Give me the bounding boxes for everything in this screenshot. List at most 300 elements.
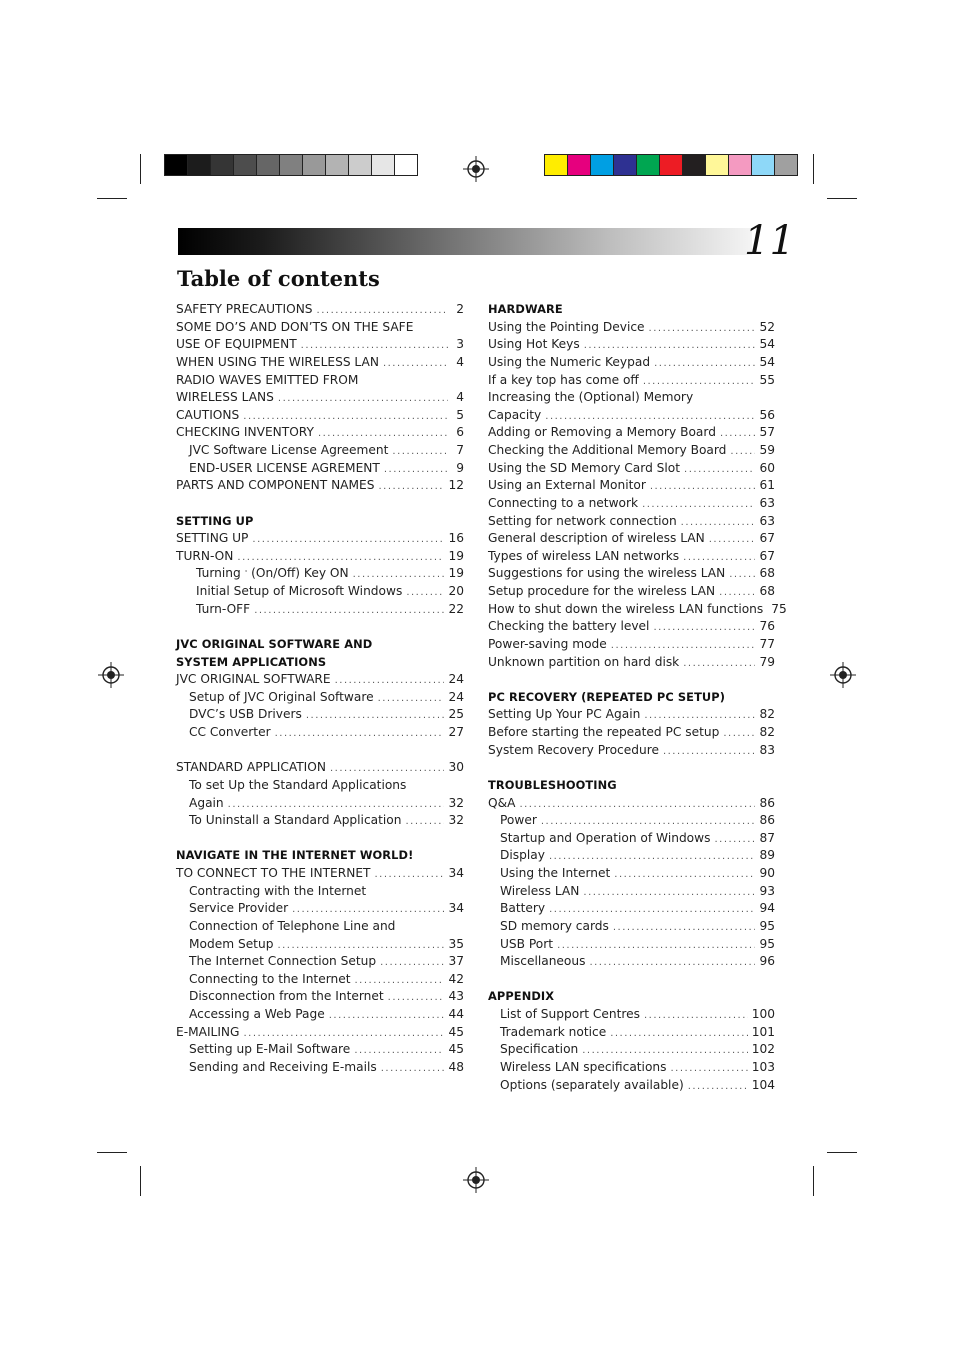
toc-entry: [488, 724, 775, 742]
toc-entry: [176, 407, 464, 425]
toc-spacer: [176, 618, 464, 636]
toc-page-number: 67: [759, 548, 775, 563]
toc-entry: [176, 988, 464, 1006]
dot-leader: [644, 1007, 748, 1025]
dot-leader: [709, 531, 756, 549]
toc-page-number: 27: [448, 725, 464, 739]
toc-entry-title: Setting up E-Mail Software: [189, 1042, 351, 1057]
dot-leader: [335, 672, 445, 690]
dot-leader: [643, 373, 756, 391]
power-icon: [245, 565, 247, 577]
process-color-bar: [544, 154, 797, 176]
toc-entry: [488, 936, 775, 954]
header-gradient-bar: [178, 228, 752, 255]
toc-entry: [488, 407, 775, 425]
toc-page-number: 54: [759, 354, 775, 369]
toc-entry-title: Options (separately available): [500, 1077, 684, 1092]
toc-page-number: 16: [448, 531, 464, 546]
dot-leader: [383, 355, 448, 373]
toc-entry-title: Wireless LAN: [500, 883, 580, 898]
toc-entry-title: Capacity: [488, 407, 542, 422]
toc-page-number: 57: [759, 425, 775, 440]
toc-entry-title: SYSTEM APPLICATIONS: [176, 654, 327, 669]
dot-leader: [244, 1025, 445, 1043]
toc-entry: [488, 1077, 775, 1095]
toc-entry-title: Unknown partition on hard disk: [488, 654, 680, 669]
toc-entry-title: Setting for network connection: [488, 513, 677, 528]
toc-entry: [176, 777, 464, 795]
toc-entry: [488, 460, 775, 478]
toc-page-number: 68: [759, 566, 775, 581]
toc-entry-title: Using the Pointing Device: [488, 319, 645, 334]
toc-entry: [488, 548, 775, 566]
dot-leader: [613, 919, 756, 937]
color-swatch: [682, 154, 706, 176]
toc-entry: [488, 636, 775, 654]
color-swatch: [544, 154, 568, 176]
toc-section-heading: [488, 988, 775, 1006]
toc-entry: [488, 618, 775, 636]
toc-entry-title-continued: (On/Off) Key ON: [251, 566, 349, 581]
dot-leader: [330, 760, 444, 778]
toc-page-number: 37: [448, 954, 464, 969]
toc-entry: [176, 1041, 464, 1059]
toc-entry: [488, 900, 775, 918]
toc-entry-title: DVC’s USB Drivers: [189, 707, 302, 722]
toc-entry: [488, 583, 775, 601]
toc-entry: [488, 1006, 775, 1024]
dot-leader: [610, 1025, 748, 1043]
dot-leader: [719, 584, 755, 602]
crop-mark: [140, 1166, 141, 1196]
toc-entry: [176, 900, 464, 918]
toc-entry: [176, 953, 464, 971]
toc-entry: [176, 971, 464, 989]
toc-entry: [176, 1024, 464, 1042]
toc-page-number: 101: [751, 1024, 775, 1039]
toc-entry: [176, 460, 464, 478]
toc-page-number: 94: [759, 901, 775, 916]
toc-entry: [488, 865, 775, 883]
toc-entry-title: Q&A: [488, 795, 516, 810]
toc-entry-title: SETTING UP: [176, 513, 254, 528]
toc-spacer: [176, 742, 464, 760]
dot-leader: [545, 408, 755, 426]
toc-entry: [176, 319, 464, 337]
toc-entry-title: Trademark notice: [500, 1024, 607, 1039]
toc-page-number: 75: [771, 601, 787, 616]
toc-entry-title: Using the SD Memory Card Slot: [488, 460, 681, 475]
toc-page-number: 12: [448, 478, 464, 493]
color-swatch: [325, 154, 349, 176]
dot-leader: [654, 355, 755, 373]
toc-entry-title: Setup procedure for the wireless LAN: [488, 584, 716, 598]
toc-page-number: 82: [759, 725, 775, 739]
toc-page-number: 100: [751, 1007, 775, 1021]
toc-entry: [176, 936, 464, 954]
toc-entry: [176, 354, 464, 372]
toc-page-number: 55: [759, 372, 775, 387]
toc-page-number: 77: [759, 636, 775, 651]
dot-leader: [243, 408, 448, 426]
toc-entry-title: Accessing a Web Page: [189, 1007, 325, 1021]
toc-entry: [488, 847, 775, 865]
registration-mark-icon: [463, 1167, 489, 1193]
toc-page-number: 4: [456, 354, 464, 369]
toc-entry: [488, 812, 775, 830]
color-swatch: [210, 154, 234, 176]
toc-entry: [176, 442, 464, 460]
dot-leader: [252, 531, 444, 549]
toc-entry-title: Before starting the repeated PC setup: [488, 725, 720, 739]
toc-page-number: 19: [448, 548, 464, 563]
color-swatch: [590, 154, 614, 176]
toc-entry-title: JVC ORIGINAL SOFTWARE AND: [176, 636, 373, 651]
dot-leader: [354, 1042, 444, 1060]
toc-entry: [176, 1006, 464, 1024]
dot-leader: [650, 478, 756, 496]
toc-page-number: 102: [751, 1042, 775, 1057]
toc-entry-title: STANDARD APPLICATION: [176, 760, 326, 775]
toc-entry: [488, 706, 775, 724]
dot-leader: [378, 690, 445, 708]
dot-leader: [549, 901, 755, 919]
toc-entry: [176, 865, 464, 883]
toc-entry-title: CHECKING INVENTORY: [176, 425, 314, 440]
dot-leader: [318, 425, 448, 443]
dot-leader: [355, 972, 445, 990]
toc-entry-title: Using the Numeric Keypad: [488, 354, 651, 369]
toc-page-number: 86: [759, 795, 775, 810]
toc-entry-title: APPENDIX: [488, 989, 555, 1004]
toc-page-number: 45: [448, 1042, 464, 1057]
toc-entry: [488, 601, 787, 619]
toc-entry-title: Types of wireless LAN networks: [488, 548, 680, 563]
toc-entry: [176, 372, 464, 390]
toc-right-column: [488, 301, 787, 1094]
toc-entry-title: Battery: [500, 901, 546, 916]
dot-leader: [589, 954, 755, 972]
toc-entry-title: Disconnection from the Internet: [189, 989, 384, 1004]
toc-entry-title: Checking the battery level: [488, 619, 650, 634]
color-swatch: [705, 154, 729, 176]
dot-leader: [720, 425, 756, 443]
dot-leader: [378, 478, 444, 496]
toc-entry-title: NAVIGATE IN THE INTERNET WORLD!: [176, 848, 414, 863]
toc-page-number: 93: [759, 883, 775, 898]
toc-page-number: 90: [759, 866, 775, 880]
toc-page-number: 61: [759, 478, 775, 493]
toc-entry: [488, 1041, 775, 1059]
dot-leader: [614, 866, 755, 884]
toc-entry: [488, 1024, 775, 1042]
toc-spacer: [176, 495, 464, 513]
toc-page-number: 25: [448, 707, 464, 722]
toc-spacer: [488, 759, 775, 777]
color-swatch: [613, 154, 637, 176]
toc-page-number: 95: [759, 918, 775, 933]
dot-leader: [374, 866, 444, 884]
toc-entry-title: If a key top has come off: [488, 372, 639, 387]
toc-entry-title: JVC Software License Agreement: [189, 443, 389, 457]
color-swatch: [164, 154, 188, 176]
toc-section-heading: [488, 689, 775, 707]
toc-entry-title: List of Support Centres: [500, 1007, 640, 1021]
toc-entry: [176, 336, 464, 354]
toc-entry-title: Startup and Operation of Windows: [500, 830, 711, 845]
toc-page-number: 34: [448, 866, 464, 880]
toc-entry: [488, 795, 775, 813]
dot-leader: [644, 707, 755, 725]
toc-entry-title: Modem Setup: [189, 936, 274, 951]
toc-page-number: 7: [456, 443, 464, 457]
color-swatch: [394, 154, 418, 176]
dot-leader: [681, 514, 756, 532]
color-swatch: [728, 154, 752, 176]
dot-leader: [278, 390, 448, 408]
color-swatch: [567, 154, 591, 176]
toc-entry: [176, 601, 464, 619]
toc-page-number: 48: [448, 1059, 464, 1074]
toc-section-heading: [488, 777, 775, 795]
dot-leader: [541, 813, 756, 831]
dot-leader: [380, 954, 444, 972]
dot-leader: [519, 796, 755, 814]
dot-leader: [723, 725, 755, 743]
page-title: Table of contents: [177, 266, 380, 291]
toc-entry: [488, 565, 775, 583]
toc-page-number: 60: [759, 460, 775, 475]
toc-page-number: 32: [448, 813, 464, 828]
toc-entry: [488, 372, 775, 390]
dot-leader: [683, 655, 755, 673]
toc-page-number: 30: [448, 760, 464, 775]
toc-entry: [176, 759, 464, 777]
dot-leader: [642, 496, 755, 514]
dot-leader: [292, 901, 444, 919]
toc-entry: [176, 477, 464, 495]
toc-entry-title: Increasing the (Optional) Memory: [488, 390, 694, 405]
toc-page-number: 6: [456, 425, 464, 440]
toc-entry-title: SD memory cards: [500, 918, 609, 933]
dot-leader: [275, 725, 445, 743]
toc-page-number: 68: [759, 584, 775, 598]
dot-leader: [730, 443, 755, 461]
toc-section-heading: [176, 513, 464, 531]
toc-entry: [488, 654, 775, 672]
toc-entry: [488, 953, 775, 971]
color-swatch: [636, 154, 660, 176]
color-swatch: [279, 154, 303, 176]
toc-entry-title: PC RECOVERY (REPEATED PC SETUP): [488, 689, 726, 704]
toc-entry-title: Turn-OFF: [196, 601, 251, 616]
crop-mark: [813, 1166, 814, 1196]
toc-entry-title: CAUTIONS: [176, 407, 240, 422]
dot-leader: [611, 637, 756, 655]
dot-leader: [237, 549, 444, 567]
toc-entry-title: Connecting to a network: [488, 495, 639, 510]
dot-leader: [277, 937, 444, 955]
toc-page-number: 20: [448, 584, 464, 598]
toc-page-number: 54: [759, 337, 775, 352]
dot-leader: [388, 989, 445, 1007]
toc-entry-title: END-USER LICENSE AGREMENT: [189, 460, 380, 475]
toc-page-number: 96: [759, 954, 775, 969]
toc-entry: [176, 565, 464, 583]
toc-entry-title: Miscellaneous: [500, 954, 586, 969]
toc-page-number: 19: [448, 566, 464, 581]
toc-entry: [488, 336, 775, 354]
crop-mark: [813, 154, 814, 184]
toc-page-number: 82: [759, 707, 775, 722]
page-number: 11: [744, 218, 795, 264]
toc-entry: [176, 424, 464, 442]
toc-entry-title: Contracting with the Internet: [189, 883, 367, 898]
dot-leader: [381, 1060, 445, 1078]
toc-left-column: [176, 301, 464, 1077]
dot-leader: [729, 566, 755, 584]
toc-entry: [488, 389, 775, 407]
toc-entry: [176, 583, 464, 601]
toc-entry-title: TO CONNECT TO THE INTERNET: [176, 866, 371, 880]
toc-entry-title: Adding or Removing a Memory Board: [488, 425, 716, 440]
dot-leader: [683, 549, 755, 567]
toc-entry: [488, 1059, 775, 1077]
toc-section-heading: [176, 636, 464, 654]
toc-entry: [488, 883, 775, 901]
toc-entry-title: TROUBLESHOOTING: [488, 777, 617, 792]
toc-entry-title: PARTS AND COMPONENT NAMES: [176, 478, 375, 493]
dot-leader: [584, 337, 756, 355]
toc-page-number: 63: [759, 513, 775, 528]
color-swatch: [659, 154, 683, 176]
dot-leader: [649, 320, 756, 338]
toc-entry-title: Turning: [196, 566, 241, 581]
dot-leader: [714, 831, 755, 849]
toc-entry-title: Setting Up Your PC Again: [488, 707, 641, 722]
dot-leader: [329, 1007, 445, 1025]
toc-entry-title: Wireless LAN specifications: [500, 1059, 667, 1074]
toc-entry-title: Power: [500, 813, 537, 828]
toc-page-number: 89: [759, 848, 775, 863]
toc-entry-title: Using the Internet: [500, 866, 611, 880]
toc-entry-title: HARDWARE: [488, 302, 563, 316]
registration-mark-icon: [98, 662, 124, 688]
toc-page-number: 67: [759, 531, 775, 546]
toc-page-number: 22: [448, 601, 464, 616]
dot-leader: [228, 796, 445, 814]
toc-page-number: 104: [751, 1077, 775, 1092]
toc-page-number: 83: [759, 742, 775, 757]
dot-leader: [684, 461, 755, 479]
registration-mark-icon: [830, 662, 856, 688]
toc-page-number: 43: [448, 989, 464, 1004]
grayscale-color-bar: [164, 154, 417, 176]
toc-entry-title: TURN-ON: [176, 548, 234, 563]
toc-entry-title: Power-saving mode: [488, 636, 607, 651]
dot-leader: [663, 743, 756, 761]
toc-entry-title: SOME DO’S AND DON’TS ON THE SAFE: [176, 319, 414, 334]
toc-page-number: 5: [456, 407, 464, 422]
dot-leader: [549, 848, 756, 866]
toc-entry: [488, 319, 775, 337]
toc-entry: [176, 918, 464, 936]
crop-mark: [97, 1152, 127, 1153]
toc-entry: [488, 354, 775, 372]
color-swatch: [233, 154, 257, 176]
color-swatch: [348, 154, 372, 176]
toc-page-number: 42: [448, 971, 464, 986]
toc-entry: [176, 689, 464, 707]
toc-entry-title: Again: [189, 795, 224, 810]
toc-entry-title: General description of wireless LAN: [488, 531, 705, 546]
dot-leader: [653, 619, 755, 637]
toc-entry-title: SETTING UP: [176, 531, 249, 546]
toc-entry-title: Connecting to the Internet: [189, 971, 351, 986]
toc-entry: [488, 477, 775, 495]
toc-entry-title: Using an External Monitor: [488, 478, 646, 493]
toc-page-number: 52: [759, 319, 775, 334]
toc-entry-title: To set Up the Standard Applications: [189, 777, 407, 792]
toc-page-number: 56: [759, 407, 775, 422]
toc-entry: [488, 918, 775, 936]
toc-page-number: 32: [448, 795, 464, 810]
dot-leader: [301, 337, 448, 355]
toc-page-number: 86: [759, 813, 775, 828]
toc-entry-title: Sending and Receiving E-mails: [189, 1059, 377, 1074]
toc-entry-title: WIRELESS LANS: [176, 390, 274, 405]
toc-entry-title: SAFETY PRECAUTIONS: [176, 302, 313, 316]
toc-entry: [176, 795, 464, 813]
toc-entry: [176, 301, 464, 319]
toc-entry-title: E-MAILING: [176, 1024, 240, 1039]
toc-section-heading: [488, 301, 775, 319]
toc-entry-title: WHEN USING THE WIRELESS LAN: [176, 354, 379, 369]
dot-leader: [405, 813, 444, 831]
toc-page-number: 34: [448, 901, 464, 916]
toc-entry: [488, 530, 775, 548]
toc-spacer: [488, 671, 775, 689]
crop-mark: [97, 198, 127, 199]
toc-page-number: 2: [456, 302, 464, 316]
toc-page-number: 44: [448, 1007, 464, 1021]
dot-leader: [582, 1042, 747, 1060]
dot-leader: [583, 884, 755, 902]
toc-entry: [176, 530, 464, 548]
toc-page-number: 63: [759, 495, 775, 510]
toc-page-number: 35: [448, 936, 464, 951]
color-swatch: [187, 154, 211, 176]
toc-entry-title: Checking the Additional Memory Board: [488, 443, 727, 457]
toc-page-number: 24: [448, 672, 464, 687]
dot-leader: [353, 566, 445, 584]
dot-leader: [406, 584, 444, 602]
toc-entry-title: Service Provider: [189, 901, 289, 916]
toc-entry: [176, 883, 464, 901]
color-swatch: [256, 154, 280, 176]
toc-page-number: 103: [751, 1059, 775, 1074]
toc-entry-title: The Internet Connection Setup: [189, 954, 377, 969]
toc-entry: [488, 495, 775, 513]
toc-entry-title: JVC ORIGINAL SOFTWARE: [176, 672, 331, 687]
dot-leader: [384, 461, 448, 479]
toc-entry-title: System Recovery Procedure: [488, 742, 659, 757]
toc-entry: [176, 812, 464, 830]
toc-page-number: 45: [448, 1024, 464, 1039]
dot-leader: [306, 707, 445, 725]
toc-page-number: 87: [759, 830, 775, 845]
toc-entry: [176, 671, 464, 689]
